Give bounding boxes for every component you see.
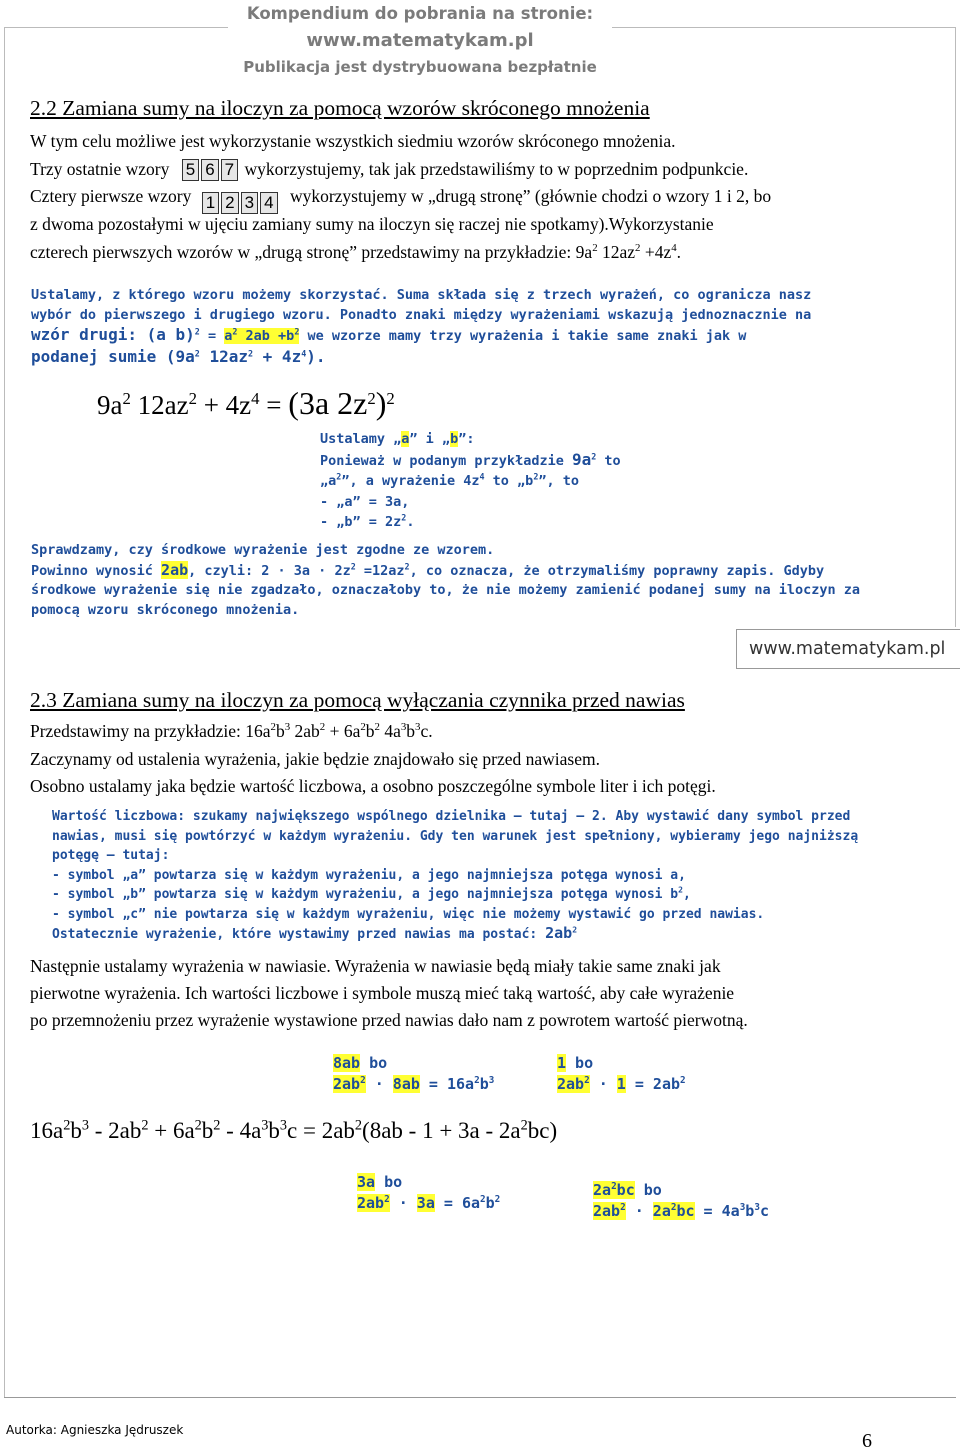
sec22-para-1: W tym celu możliwe jest wykorzystanie wszystkich siedmiu wzorów skróconego mnożenia. — [30, 131, 676, 151]
sec23-para-2: Zaczynamy od ustalenia wyrażenia, jakie będzie znajdowało się przed nawiasem. — [30, 749, 600, 769]
annotation-2a2bc: $2a^2bc$ bo $2ab^2 \cdot 2a^2bc = 4a^3b^3c$ — [593, 1181, 769, 1220]
site-url-box: www.matematykam.pl — [736, 629, 960, 669]
section-2-2-title: 2.2 Zamiana sumy na iloczyn za pomocą wzorów skróconego mnożenia — [30, 96, 650, 120]
explanation-block-3: Sprawdzamy, czy środkowe wyrażenie jest zgodne ze wzorem. Powinno wynosić 2ab, czyli: $2 \cdot 3a \cdot 2z^2 =12az^2$, co oznacza, że otrzymaliśmy poprawny zapis. Gdyby środkowe wyrażenie się nie zgadzało, oznaczałoby to, że nie możemy zamienić podanej sumy na iloczyn za pomocą wzoru skróconego mnożenia. — [31, 542, 861, 618]
section-2-3-title: 2.3 Zamiana sumy na iloczyn za pomocą wyłączania czynnika przed nawias — [30, 688, 685, 712]
explanation-block-2: Ustalamy „a” i „b”: Ponieważ w podanym przykładzie $9a^2$ to $„a^2$”, a wyrażenie $4z^4$ to $„b^2$”, to - „a” = 3a, - „b” = $2z^2$. — [320, 431, 621, 530]
equation-9a2-12az2-4z4: $9a^2$ $12az^2 + 4z^4 = (3a$ $2z^2)^2$ — [97, 385, 395, 421]
sec22-para-4: z dwoma pozostałymi w ujęciu zamiany sumy na iloczyn się raczej nie spotkamy).Wykorzystanie — [30, 214, 714, 234]
explanation-block-1: Ustalamy, z którego wzoru możemy skorzystać. Suma składa się z trzech wyrażeń, co ogranicza nasz wybór do pierwszego i drugiego wzoru. Ponadto znaki między wyrażeniami wskazują jednoznacznie na wzór drugi: (a $b)^2 = a^2$ $2ab +b^2$ we wzorze mamy trzy wyrażenia i takie same znaki jak w podanej sumie ($9a^2$ $12az^2 + 4z^4$). — [31, 287, 812, 366]
footer-author: Autorka: Agnieszka Jędruszek — [6, 1423, 184, 1437]
header-site-url: www.matematykam.pl — [306, 30, 534, 51]
header-line-1: Kompendium do pobrania na stronie: — [246, 4, 594, 23]
sec23-para-3: Osobno ustalamy jaka będzie wartość liczbowa, a osobno poszczególne symbole liter i ich potęgi. — [30, 776, 716, 796]
equation-factored: $16a^2b^3 - 2ab^2 + 6a^2b^2 - 4a^3b^3c = 2ab^2(8ab - 1 + 3a - 2a^2bc)$ — [30, 1117, 558, 1143]
sec22-para-3: Cztery pierwsze wzory 1 2 3 4 wykorzystujemy w „drugą stronę” (głównie chodzi o wzory 1 i 2, bo — [30, 186, 772, 212]
page-number: 6 — [862, 1430, 872, 1452]
formula-boxes-1-2-3-4: 1 2 3 4 — [202, 192, 280, 212]
header-line-3: Publikacja jest dystrybuowana bezpłatnie — [243, 58, 597, 76]
footer-rule — [4, 1397, 956, 1398]
annotation-8ab: 8ab bo $2ab^2 \cdot 8ab = 16a^2b^3$ — [333, 1054, 495, 1093]
annotation-1: 1 bo $2ab^2 \cdot 1 = 2ab^2$ — [557, 1054, 686, 1093]
sec23-para-1: Przedstawimy na przykładzie: $16a^2b^3$ $2ab^2 + 6a^2b^2$ $4a^3b^3c$. — [30, 721, 433, 741]
sec23-para-4: Następnie ustalamy wyrażenia w nawiasie. Wyrażenia w nawiasie będą miały takie same znaki jak pierwotne wyrażenia. Ich wartości liczbowe i symbole muszą mieć taką wartość, aby całe wyrażenie po przemnożeniu przez wyrażenie wystawione przed nawias dało nam z powrotem wartość pierwotną. — [30, 956, 748, 1030]
header-rule-right — [612, 27, 956, 28]
explanation-block-4: Wartość liczbowa: szukamy największego wspólnego dzielnika – tutaj – 2. Aby wystawić dany symbol przed nawias, musi się powtórzyć w każdym wyrażeniu. Gdy ten warunek jest spełniony, wybieramy jego najniższą potęgę – tutaj: - symbol „a” powtarza się w każdym wyrażeniu, a jego najmniejsza potęga wynosi a, - symbol „b” powtarza się w każdym wyrażeniu, a jego najmniejsza potęga wynosi $b^2$, - symbol „c” nie powtarza się w każdym wyrażeniu, więc nie możemy wystawić go przed nawias. Ostatecznie wyrażenie, które wystawimy przed nawias ma postać: $2ab^2$ — [52, 809, 859, 942]
header-rule-left — [4, 27, 228, 28]
publication-header — [230, 0, 610, 84]
page-border-right — [955, 27, 956, 627]
formula-boxes-5-6-7: 5 6 7 — [182, 159, 240, 179]
sec22-para-2: Trzy ostatnie wzory 5 6 7 wykorzystujemy, tak jak przedstawiliśmy to w poprzednim podpunkcie. — [30, 159, 749, 179]
sec22-para-5: czterech pierwszych wzorów w „drugą stronę” przedstawimy na przykładzie: $9a^2$ $12az^2 +4z^4$. — [30, 242, 682, 262]
annotation-3a: 3a bo $2ab^2 \cdot 3a = 6a^2b^2$ — [357, 1173, 501, 1212]
page-border-left — [4, 27, 5, 1397]
